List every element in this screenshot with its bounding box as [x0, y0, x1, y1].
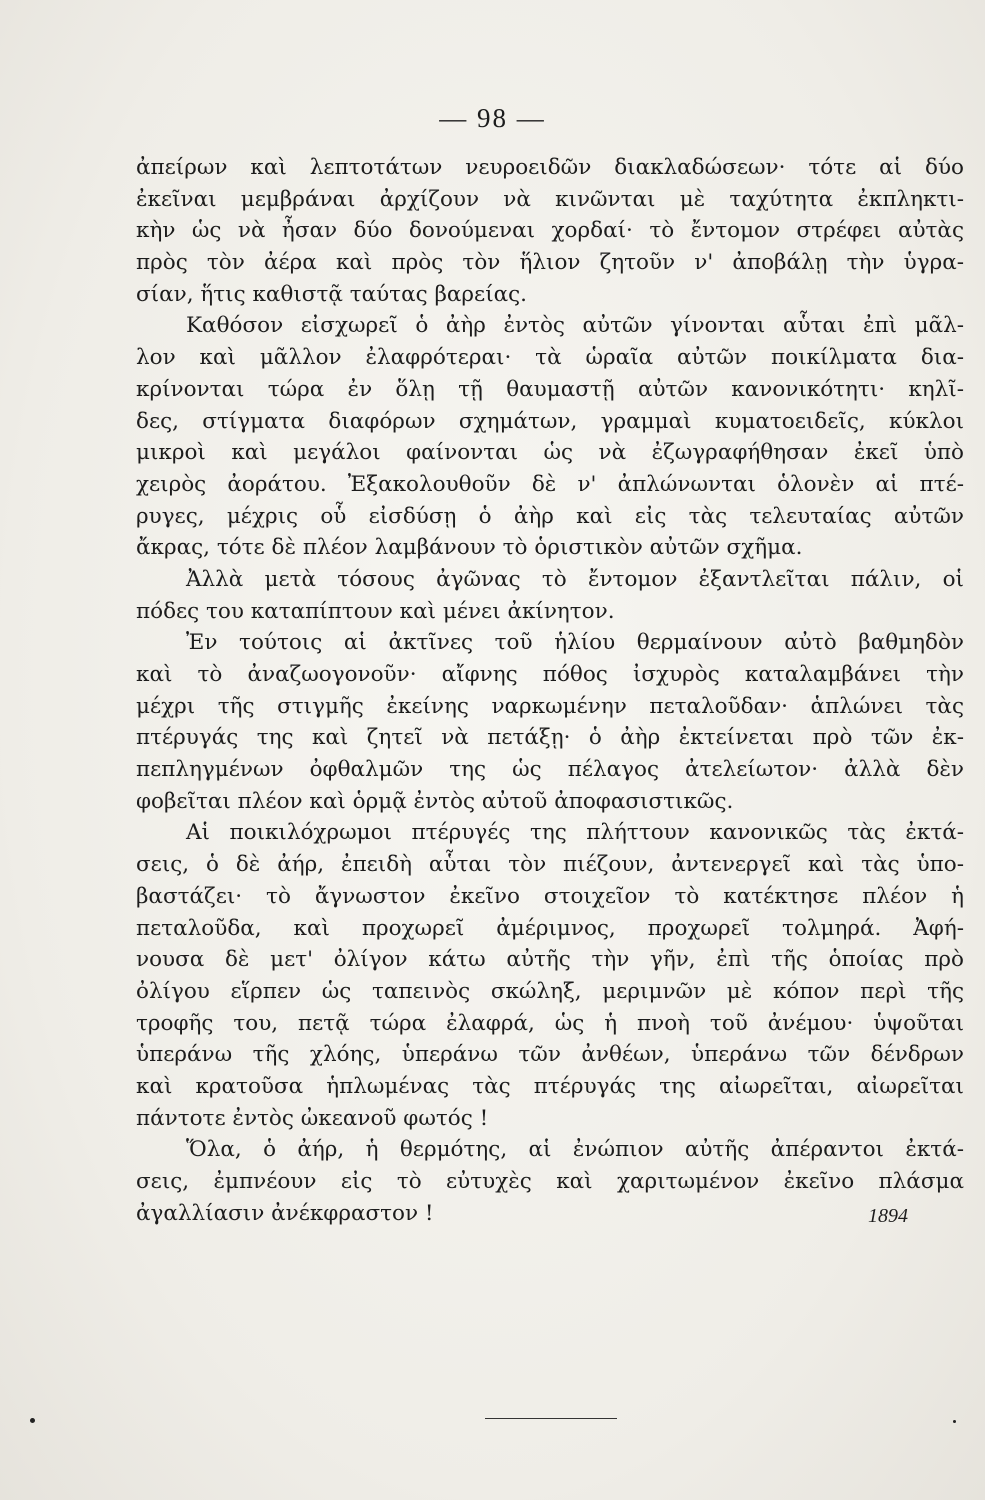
text-line: μέχρι τῆς στιγμῆς ἐκείνης ναρκωμένην πεταλοῦδαν· ἁπλώνει τὰς: [136, 693, 964, 719]
text-line: πεπληγμένων ὀφθαλμῶν της ὡς πέλαγος ἀτελείωτον· ἀλλὰ δὲν: [136, 757, 964, 783]
text-line: ὑπεράνω τῆς χλόης, ὑπεράνω τῶν ἀνθέων, ὑπεράνω τῶν δένδρων: [136, 1042, 964, 1068]
text-line: πόδες του καταπίπτουν καὶ μένει ἀκίνητον.: [136, 598, 615, 624]
text-line: πεταλοῦδα, καὶ προχωρεῖ ἀμέριμνος, προχωρεῖ τολμηρά. Ἀφή-: [136, 915, 964, 941]
end-rule: [485, 1418, 617, 1419]
text-line: πάντοτε ἐντὸς ὠκεανοῦ φωτός !: [136, 1105, 489, 1131]
text-line: δες, στίγματα διαφόρων σχημάτων, γραμμαὶ κυματοειδεῖς, κύκλοι: [136, 408, 964, 434]
text-line: πρὸς τὸν ἀέρα καὶ πρὸς τὸν ἥλιον ζητοῦν ν' ἀποβάλῃ τὴν ὑγρα-: [136, 250, 964, 276]
text-line: ρυγες, μέχρις οὗ εἰσδύσῃ ὁ ἀὴρ καὶ εἰς τὰς τελευταίας αὐτῶν: [136, 503, 964, 529]
text-line: ἐκεῖναι μεμβράναι ἀρχίζουν νὰ κινῶνται μὲ ταχύτητα ἐκπληκτι-: [136, 186, 964, 212]
text-line: ἄκρας, τότε δὲ πλέον λαμβάνουν τὸ ὁριστικὸν αὐτῶν σχῆμα.: [136, 535, 803, 561]
closing-text: ἀγαλλίασιν ἀνέκφραστον !: [136, 1200, 434, 1226]
text-line: Ὅλα, ὁ ἀήρ, ἡ θερμότης, αἱ ἐνώπιον αὐτῆς ἀπέραντοι ἐκτά-: [186, 1137, 964, 1163]
text-line: κρίνονται τώρα ἐν ὅλῃ τῇ θαυμαστῇ αὐτῶν κανονικότητι· κηλῖ-: [136, 376, 964, 402]
text-line: χειρὸς ἀοράτου. Ἐξακολουθοῦν δὲ ν' ἀπλώνωνται ὁλονὲν αἱ πτέ-: [136, 471, 964, 497]
text-line: βαστάζει· τὸ ἄγνωστον ἐκεῖνο στοιχεῖον τὸ κατέκτησε πλέον ἡ: [136, 883, 964, 909]
text-line: σεις, ὁ δὲ ἀήρ, ἐπειδὴ αὗται τὸν πιέζουν, ἀντενεργεῖ καὶ τὰς ὑπο-: [136, 852, 964, 878]
page-number: — 98 —: [439, 103, 546, 133]
text-line: καὶ τὸ ἀναζωογονοῦν· αἴφνης πόθος ἰσχυρὸς καταλαμβάνει τὴν: [136, 662, 964, 687]
closing-line: [136, 1198, 964, 1230]
text-line: Ἐν τούτοις αἱ ἀκτῖνες τοῦ ἡλίου θερμαίνουν αὐτὸ βαθμηδὸν: [186, 630, 964, 656]
text-line: σεις, ἐμπνέουν εἰς τὸ εὐτυχὲς καὶ χαριτωμένον ἐκεῖνο πλάσμα: [136, 1169, 964, 1194]
text-line: Ἀλλὰ μετὰ τόσους ἀγῶνας τὸ ἔντομον ἐξαντλεῖται πάλιν, οἱ: [186, 566, 964, 592]
text-line: καὶ κρατοῦσα ἡπλωμένας τὰς πτέρυγάς της αἰωρεῖται, αἰωρεῖται: [136, 1073, 964, 1099]
print-speck: [953, 1420, 956, 1423]
text-line: σίαν, ἥτις καθιστᾷ ταύτας βαρείας.: [136, 281, 528, 307]
body-text: [136, 152, 964, 1229]
date: 1894: [868, 1204, 908, 1227]
print-speck: [30, 1418, 35, 1423]
text-line: νουσα δὲ μετ' ὀλίγον κάτω αὐτῆς τὴν γῆν, ἐπὶ τῆς ὁποίας πρὸ: [136, 947, 964, 973]
text-line: Καθόσον εἰσχωρεῖ ὁ ἀὴρ ἐντὸς αὐτῶν γίνονται αὗται ἐπὶ μᾶλ-: [186, 313, 964, 339]
text-line: Αἱ ποικιλόχρωμοι πτέρυγές της πλήττουν κανονικῶς τὰς ἐκτά-: [186, 820, 964, 846]
text-line: πτέρυγάς της καὶ ζητεῖ νὰ πετάξῃ· ὁ ἀὴρ ἐκτείνεται πρὸ τῶν ἐκ-: [136, 725, 964, 751]
text-line: τροφῆς του, πετᾷ τώρα ἐλαφρά, ὡς ἡ πνοὴ τοῦ ἀνέμου· ὑψοῦται: [136, 1010, 964, 1036]
text-line: φοβεῖται πλέον καὶ ὁρμᾷ ἐντὸς αὐτοῦ ἀποφασιστικῶς.: [136, 788, 734, 814]
text-line: ὀλίγου εἵρπεν ὡς ταπεινὸς σκώληξ, μεριμνῶν μὲ κόπον περὶ τῆς: [136, 978, 964, 1004]
text-line: ἀπείρων καὶ λεπτοτάτων νευροειδῶν διακλαδώσεων· τότε αἱ δύο: [136, 155, 964, 180]
text-line: μικροὶ καὶ μεγάλοι φαίνονται ὡς νὰ ἐζωγραφήθησαν ἐκεῖ ὑπὸ: [136, 440, 964, 466]
text-line: κὴν ὡς νὰ ἦσαν δύο δονούμεναι χορδαί· τὸ ἔντομον στρέφει αὐτὰς: [136, 218, 964, 244]
text-line: λον καὶ μᾶλλον ἐλαφρότεραι· τὰ ὡραῖα αὐτῶν ποικίλματα δια-: [136, 345, 964, 371]
